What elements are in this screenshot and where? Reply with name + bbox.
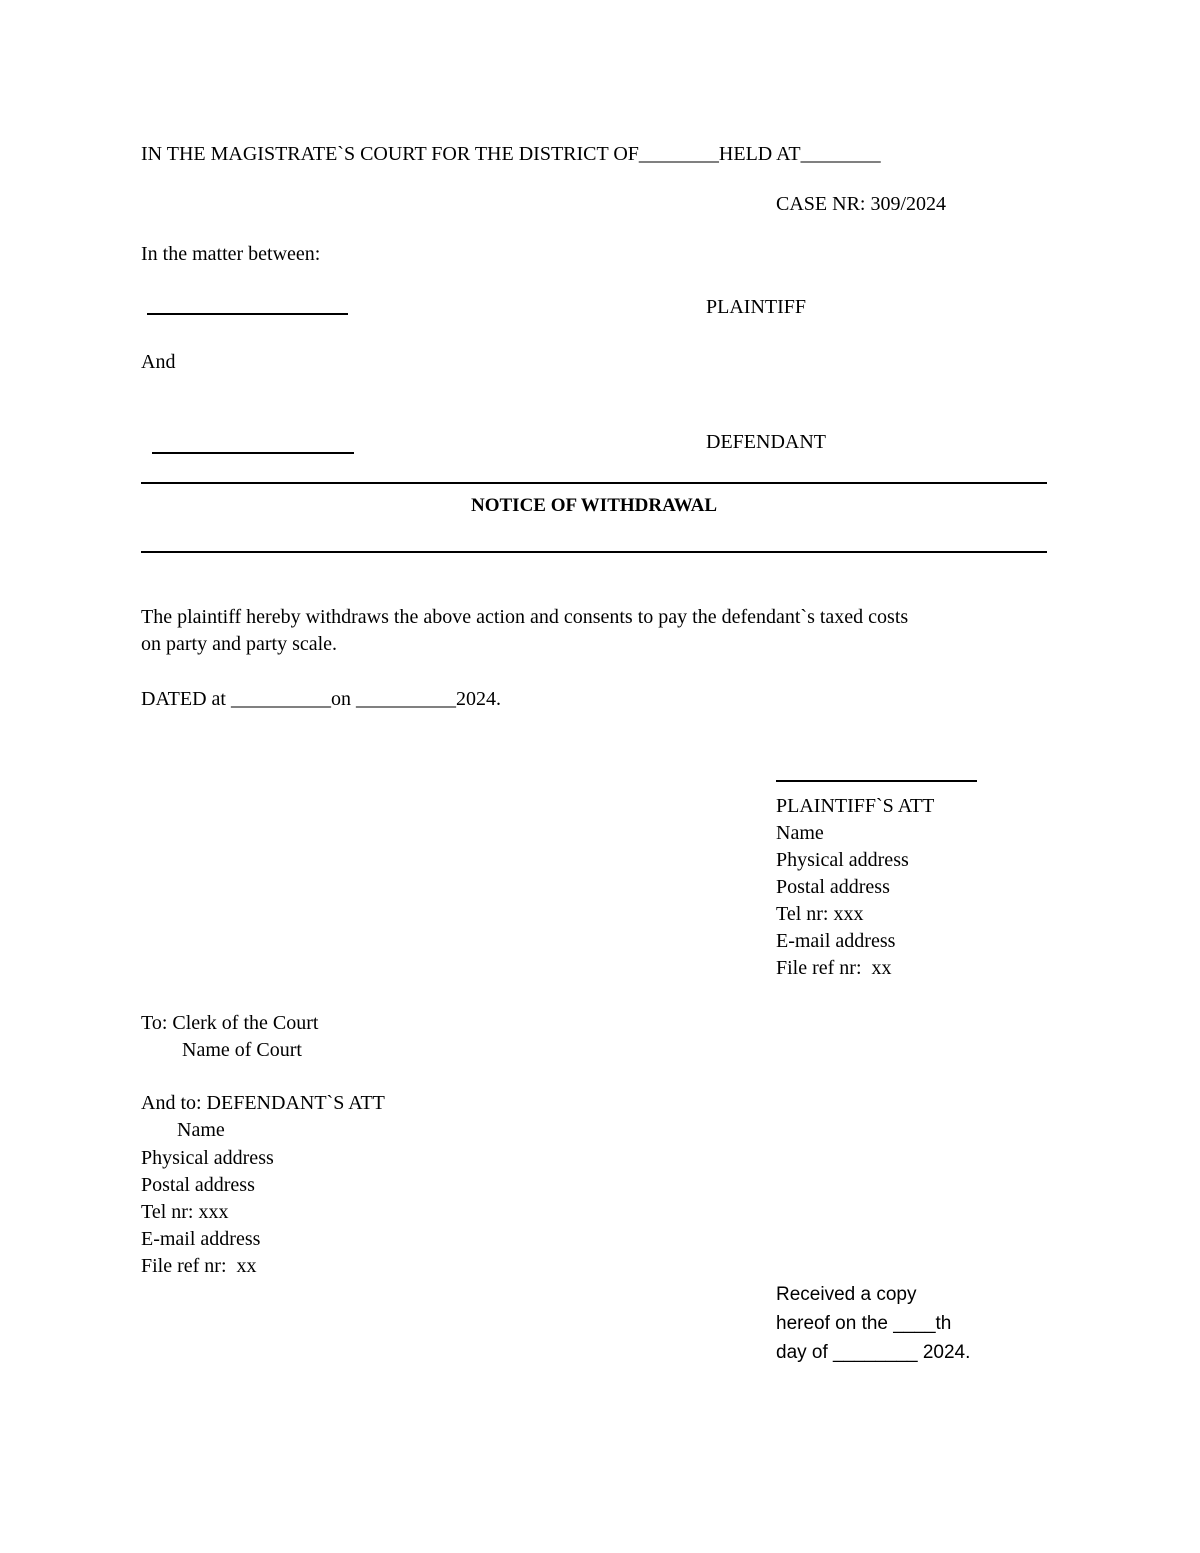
receipt-line-1: Received a copy	[776, 1284, 917, 1305]
plaintiff-name-blank	[147, 313, 348, 315]
dated-line: DATED at __________on __________2024.	[141, 688, 501, 710]
matter-intro: In the matter between:	[141, 243, 321, 265]
plaintiff-label: PLAINTIFF	[706, 296, 807, 318]
court-heading: IN THE MAGISTRATE`S COURT FOR THE DISTRICT OF________HELD AT________	[141, 143, 881, 165]
plaintiff-attorney-tel: Tel nr: xxx	[776, 903, 864, 925]
receipt-line-2: hereof on the ____th	[776, 1313, 952, 1334]
title-rule-top	[141, 482, 1047, 484]
notice-body-line-1: The plaintiff hereby withdraws the above action and consents to pay the defendant`s taxed costs	[141, 606, 909, 628]
plaintiff-attorney-email: E-mail address	[776, 930, 896, 952]
defendant-label: DEFENDANT	[706, 431, 826, 453]
notice-title: NOTICE OF WITHDRAWAL	[471, 495, 717, 516]
clerk-court-name: Name of Court	[182, 1039, 302, 1061]
plaintiff-attorney-name: Name	[776, 822, 824, 844]
defendant-name-blank	[152, 452, 354, 454]
defendant-attorney-name: Name	[177, 1119, 225, 1141]
title-rule-bottom	[141, 551, 1047, 553]
plaintiff-attorney-physical-address: Physical address	[776, 849, 909, 871]
defendant-attorney-postal-address: Postal address	[141, 1174, 255, 1196]
plaintiff-attorney-file-ref: File ref nr: xx	[776, 957, 892, 979]
case-number: CASE NR: 309/2024	[776, 193, 947, 215]
defendant-attorney-email: E-mail address	[141, 1228, 261, 1250]
signature-line	[776, 780, 977, 782]
plaintiff-attorney-title: PLAINTIFF`S ATT	[776, 795, 935, 817]
clerk-to-line: To: Clerk of the Court	[141, 1012, 319, 1034]
receipt-line-3: day of ________ 2024.	[776, 1342, 971, 1363]
notice-body-line-2: on party and party scale.	[141, 633, 338, 655]
defendant-attorney-file-ref: File ref nr: xx	[141, 1255, 257, 1277]
defendant-attorney-physical-address: Physical address	[141, 1147, 274, 1169]
defendant-attorney-title: And to: DEFENDANT`S ATT	[141, 1092, 385, 1114]
defendant-attorney-tel: Tel nr: xxx	[141, 1201, 229, 1223]
plaintiff-attorney-postal-address: Postal address	[776, 876, 890, 898]
and-conjunction: And	[141, 351, 176, 373]
